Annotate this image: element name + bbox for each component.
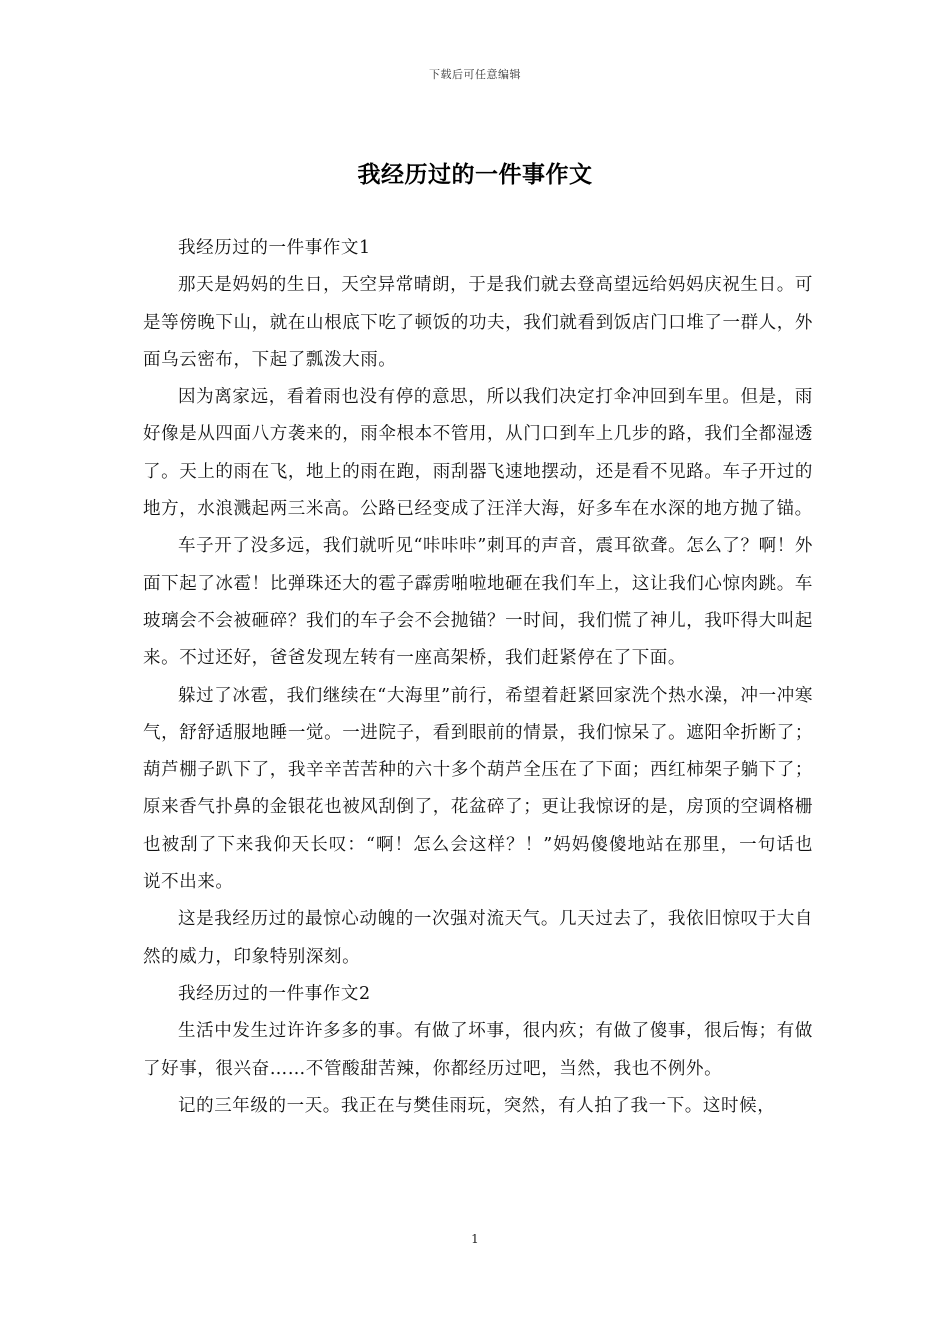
paragraph-4: 躲过了冰雹，我们继续在“大海里”前行，希望着赶紧回家洗个热水澡，冲一冲寒气，舒舒适服地睡一觉。一进院子，看到眼前的情景，我们惊呆了。遮阳伞折断了；葫芦棚子趴下了，我辛辛苦苦种的六十多个葫芦全压在了下面；西红柿架子躺下了；原来香气扑鼻的金银花也被风刮倒了，花盆碎了；更让我惊讶的是，房顶的空调格栅也被刮了下来我仰天长叹：“啊！怎么会这样？！”妈妈傻傻地站在那里，一句话也说不出来。 (143, 685, 813, 893)
section-heading-1: 我经历过的一件事作文1 (178, 238, 371, 258)
paragraph-6: 生活中发生过许许多多的事。有做了坏事，很内疚；有做了傻事，很后悔；有做了好事，很兴奋……不管酸甜苦辣，你都经历过吧，当然，我也不例外。 (143, 1021, 813, 1079)
paragraph-7: 记的三年级的一天。我正在与樊佳雨玩，突然，有人拍了我一下。这时候， (178, 1095, 776, 1116)
paragraph-2: 因为离家远，看着雨也没有停的意思，所以我们决定打伞冲回到车里。但是，雨好像是从四面八方袭来的，雨伞根本不管用，从门口到车上几步的路，我们全都湿透了。天上的雨在飞，地上的雨在跑，雨刮器飞速地摆动，还是看不见路。车子开过的地方，水浪溅起两三米高。公路已经变成了汪洋大海，好多车在水深的地方抛了锚。 (143, 387, 813, 520)
page-number: 1 (471, 1232, 479, 1246)
paragraph-3: 车子开了没多远，我们就听见“咔咔咔”刺耳的声音，震耳欲聋。怎么了？啊！外面下起了冰雹！比弹珠还大的雹子霹雳啪啦地砸在我们车上，这让我们心惊肉跳。车玻璃会不会被砸碎？我们的车子会不会抛锚？一时间，我们慌了神儿，我吓得大叫起来。不过还好，爸爸发现左转有一座高架桥，我们赶紧停在了下面。 (143, 536, 813, 669)
document-title: 我经历过的一件事作文 (357, 161, 593, 188)
page-header: 下载后可任意编辑 (429, 68, 521, 81)
section-heading-2: 我经历过的一件事作文2 (178, 983, 371, 1004)
document-body (143, 230, 813, 1125)
paragraph-1: 那天是妈妈的生日，天空异常晴朗，于是我们就去登高望远给妈妈庆祝生日。可是等傍晚下山，就在山根底下吃了顿饭的功夫，我们就看到饭店门口堆了一群人，外面乌云密布，下起了瓢泼大雨。 (143, 275, 813, 370)
paragraph-5: 这是我经历过的最惊心动魄的一次强对流天气。几天过去了，我依旧惊叹于大自然的威力，印象特别深刻。 (143, 909, 813, 967)
